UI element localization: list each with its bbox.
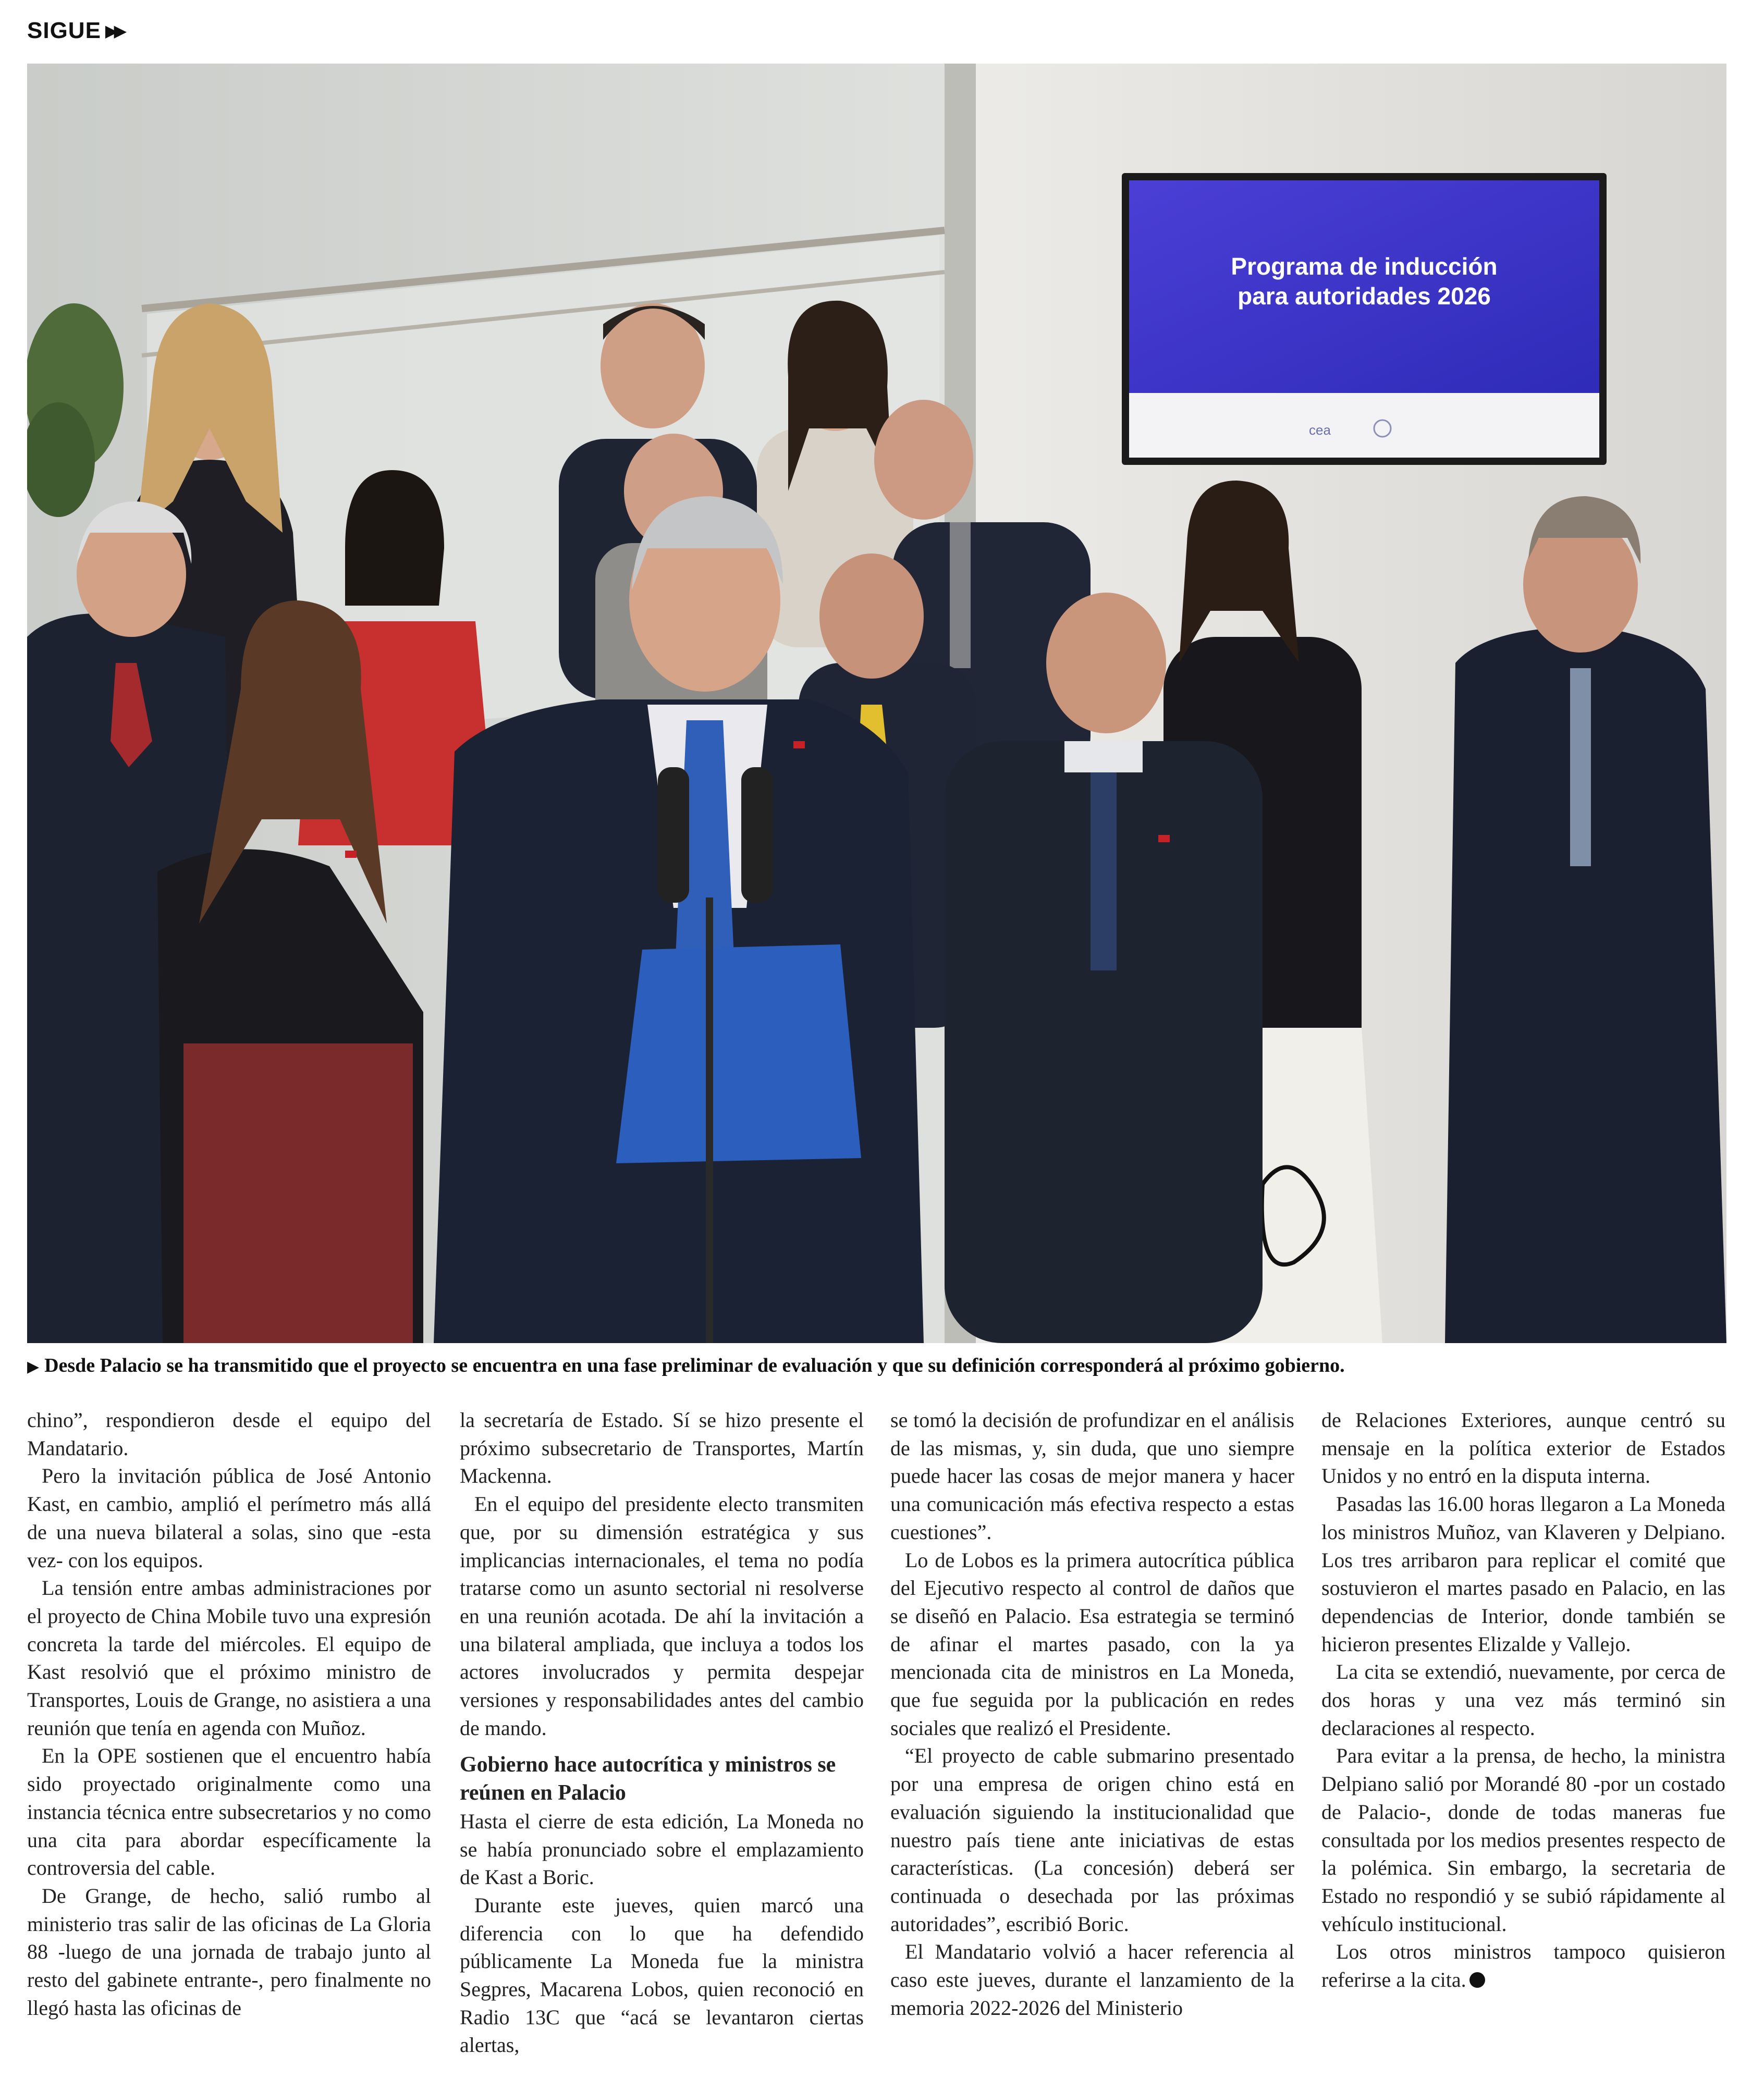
article-column-3 [890, 1406, 1294, 2022]
paragraph: La tensión entre ambas administraciones por el proyecto de China Mobile tuvo una expresión concreta la tarde del miércoles. El equipo de Kast resolvió que el próximo ministro de Transportes, Louis de Grange, no asistiera a una reunión que tenía en agenda con Muñoz. [27, 1576, 431, 1740]
photo-caption [27, 1354, 1732, 1377]
paragraph: En la OPE sostienen que el encuentro había sido proyectado originalmente como una instancia técnica entre subsecretarios y no como una cita para abordar específicamente la controversia del cable. [27, 1744, 431, 1880]
paragraph: Durante este jueves, quien marcó una diferencia con lo que ha defendido públicamente La Moneda fue la ministra Segpres, Macarena Lobos, quien reconoció en Radio 13C que “acá se levantaron ciertas alertas, [460, 1893, 864, 2057]
paragraph: chino”, respondieron desde el equipo del Mandatario. [27, 1408, 431, 1460]
screen-logo: cea [1309, 422, 1331, 438]
final-sentence: Los otros ministros tampoco quisieron referirse a la cita. [1321, 1940, 1725, 1992]
screen-title-line2: para autoridades 2026 [1238, 282, 1491, 310]
subheading: Gobierno hace autocrítica y ministros se reúnen en Palacio [460, 1753, 836, 1805]
continue-text: SIGUE [27, 18, 101, 43]
paragraph: “El proyecto de cable submarino presentado por una empresa de origen chino está en evaluación siguiendo la institucionalidad que nuestro país tiene ante iniciativas de estas características. (La concesión) deberá ser continuada o desechada por las próximas autoridades”, escribió Boric. [890, 1744, 1294, 1936]
paragraph: El Mandatario volvió a hacer referencia al caso este jueves, durante el lanzamiento de la memoria 2022-2026 del Ministerio [890, 1940, 1294, 2020]
double-arrow-icon: ▶▶ [105, 21, 123, 40]
article-column-2 [460, 1406, 864, 2059]
paragraph: Pasadas las 16.00 horas llegaron a La Moneda los ministros Muñoz, van Klaveren y Delpiano. Los tres arribaron para replicar el comité que sostuvieron el martes pasado en Palacio, en las dependencias de Interior, donde también se hicieron presentes Elizalde y Vallejo. [1321, 1492, 1725, 1656]
end-of-article-icon [1469, 1972, 1485, 1988]
section-continue-label [27, 18, 123, 44]
paragraph: Pero la invitación pública de José Antonio Kast, en cambio, amplió el perímetro más allá de una nueva bilateral a solas, sino que -esta vez- con los equipos. [27, 1464, 431, 1572]
paragraph: Para evitar a la prensa, de hecho, la ministra Delpiano salió por Morandé 80 -por un costado de Palacio-, donde de todas maneras fue consultada por los medios presentes respecto de la polémica. Sin embargo, la secretaria de Estado no respondió y se subió rápidamente al vehículo institucional. [1321, 1744, 1725, 1936]
paragraph: de Relaciones Exteriores, aunque centró su mensaje en la política exterior de Estados Unidos y no entró en la disputa interna. [1321, 1408, 1725, 1488]
paragraph-final [1321, 1938, 1725, 1994]
paragraph: En el equipo del presidente electo transmiten que, por su dimensión estratégica y sus implicancias internacionales, el tema no podía tratarse como un asunto sectorial ni resolverse en una reunión acotada. De ahí la invitación a una bilateral ampliada, que incluya a todos los actores involucrados y permita despejar versiones y responsabilidades antes del cambio de mando. [460, 1492, 864, 1740]
article-column-1 [27, 1406, 431, 2022]
paragraph: Hasta el cierre de esta edición, La Moneda no se había pronunciado sobre el emplazamiento de Kast a Boric. [460, 1809, 864, 1889]
caption-text: Desde Palacio se ha transmitido que el proyecto se encuentra en una fase preliminar de evaluación y que su definición corresponderá al próximo gobierno. [44, 1355, 1345, 1376]
paragraph: la secretaría de Estado. Sí se hizo presente el próximo subsecretario de Transportes, Martín Mackenna. [460, 1408, 864, 1488]
article-column-4 [1321, 1406, 1725, 1994]
paragraph: Lo de Lobos es la primera autocrítica pública del Ejecutivo respecto al control de daños que se diseñó en Palacio. Esa estrategia se terminó de afinar el martes pasado, con la ya mencionada cita de ministros en La Moneda, que fue seguida por la publicación en redes sociales que realizó el Presidente. [890, 1548, 1294, 1740]
presentation-screen [1122, 173, 1607, 465]
news-photo [27, 64, 1726, 1343]
paragraph: La cita se extendió, nuevamente, por cerca de dos horas y una vez más terminó sin declaraciones al respecto. [1321, 1660, 1725, 1740]
paragraph: se tomó la decisión de profundizar en el análisis de las mismas, y, sin duda, que uno siempre puede hacer las cosas de mejor manera y hacer una comunicación más efectiva respecto a estas cuestiones”. [890, 1408, 1294, 1544]
paragraph: De Grange, de hecho, salió rumbo al ministerio tras salir de las oficinas de La Gloria 88 -luego de una jornada de trabajo junto al resto del gabinete entrante-, pero finalmente no llegó hasta las oficinas de [27, 1884, 431, 2020]
caption-marker-icon: ▶ [27, 1358, 40, 1375]
screen-title-line1: Programa de inducción [1231, 253, 1498, 280]
